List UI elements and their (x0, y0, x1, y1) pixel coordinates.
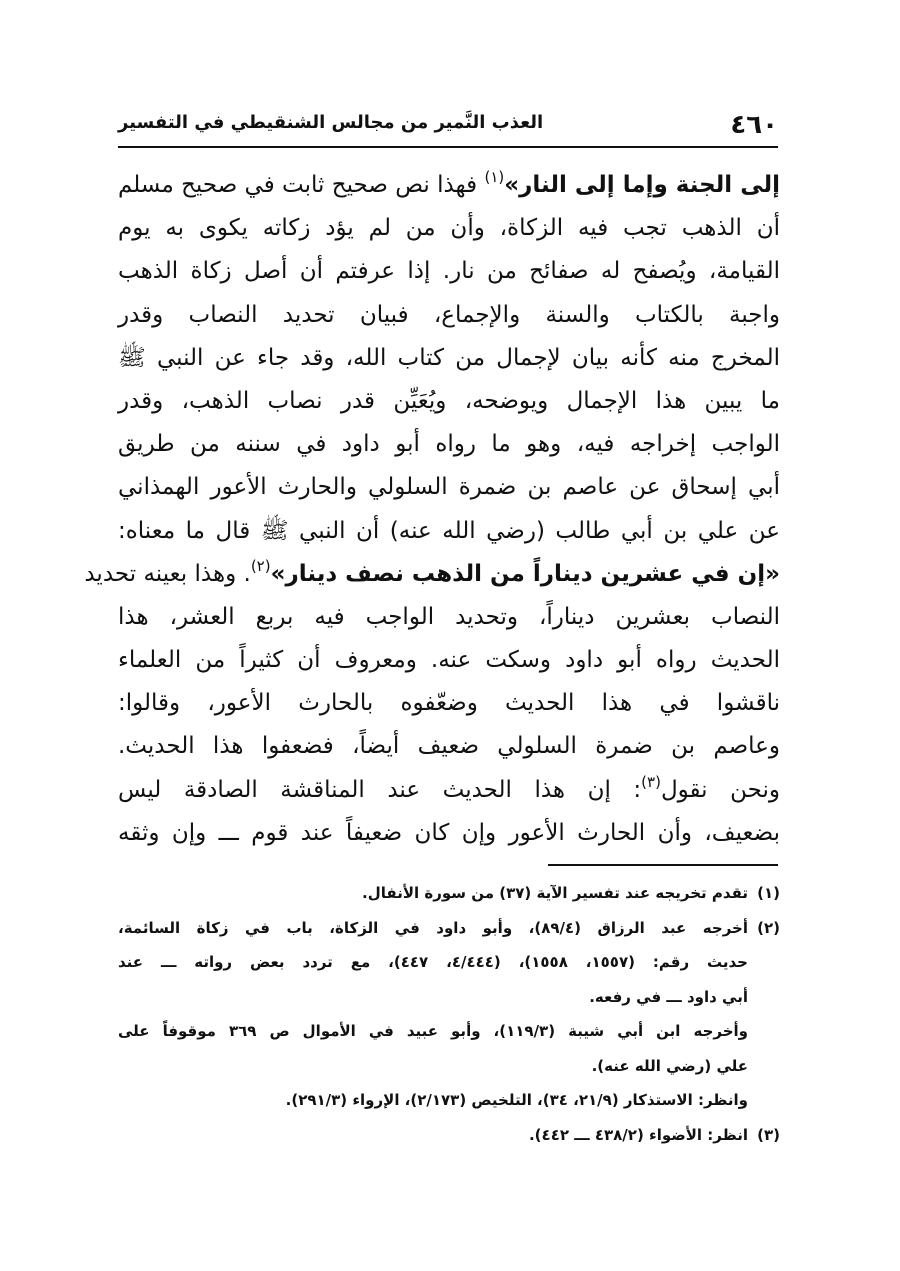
text-segment: . وهذا بعينه تحديد (84, 560, 251, 587)
text-segment: : إن هذا الحديث عند المناقشة الصادقة ليس (118, 776, 642, 803)
text-line: واجبة بالكتاب والسنة والإجماع، فبيان تحديد النصاب وقدر (118, 301, 780, 328)
quoted-hadith: إلى الجنة وإما إلى النار» (504, 172, 780, 198)
text-line: أن الذهب تجب فيه الزكاة، وأن من لم يؤد زكاته يكوى به يوم (118, 215, 780, 242)
text-line (118, 164, 780, 207)
text-segment: فهذا نص صحيح ثابت في صحيح مسلم (118, 172, 485, 198)
footnotes (118, 876, 780, 1152)
footnote-text: تقدم تخريجه عند تفسير الآية (٣٧) من سورة الأنفال. (362, 884, 748, 902)
footnote-text: انظر: الأضواء (٤٣٨/٢ ـــ ٤٤٢). (528, 1125, 748, 1144)
text-line: الواجب إخراجه فيه، وهو ما رواه أبو داود في سننه من طريق (118, 431, 780, 458)
footnote-separator (548, 864, 778, 866)
footnote-text: أخرجه عبد الرزاق (٨٩/٤)، وأبو داود في الزكاة، باب في زكاة السائمة، (118, 918, 748, 937)
footnote-ref: (٣) (641, 772, 661, 791)
footnote-ref: (٢) (250, 556, 271, 575)
main-text (84, 164, 780, 855)
footnote-number: (١) (757, 884, 780, 902)
text-line: أبي إسحاق عن عاصم بن ضمرة السلولي والحارث الأعور الهمذاني (118, 474, 780, 501)
footnote-2-line: علي (رضي الله عنه). (591, 1056, 748, 1075)
footnote-3 (118, 1118, 780, 1153)
footnote-number: (٣) (757, 1125, 780, 1144)
footnote-2-line: أبي داود ـــ في رفعه. (589, 987, 748, 1006)
footnote-number: (٢) (757, 918, 780, 937)
text-line: عن علي بن أبي طالب (رضي الله عنه) أن النبي ﷺ قال ما معناه: (118, 517, 780, 544)
footnote-ref: (١) (484, 168, 505, 186)
text-line: وعاصم بن ضمرة السلولي ضعيف أيضاً، فضعفوا هذا الحديث. (118, 733, 780, 760)
text-line (118, 769, 780, 812)
footnote-1 (118, 876, 780, 911)
text-line: الحديث رواه أبو داود وسكت عنه. ومعروف أن كثيراً من العلماء (118, 647, 780, 674)
page-number: ٤٦٠ (730, 110, 778, 140)
quoted-hadith: «إن في عشرين ديناراً من الذهب نصف دينار» (270, 560, 780, 587)
footnote-2 (118, 911, 780, 946)
text-line: بضعيف، وأن الحارث الأعور وإن كان ضعيفاً عند قوم ـــ وإن وثقه (118, 819, 780, 846)
footnote-2-line: وأخرجه ابن أبي شيبة (١١٩/٣)، وأبو عبيد في الأموال ص ٣٦٩ موقوفاً على (118, 1022, 748, 1040)
text-segment: ونحن نقول (660, 776, 780, 803)
footnote-2-line: وانظر: الاستذكار (٢١/٩، ٣٤)، التلخيص (٢/١٧٣)، الإرواء (٢٩١/٣). (285, 1091, 748, 1109)
text-line: ما يبين هذا الإجمال ويوضحه، ويُعَيِّن قدر نصاب الذهب، وقدر (118, 387, 780, 414)
footnote-2-line: حديث رقم: (١٥٥٧، ١٥٥٨)، (٤/٤٤٤، ٤٤٧)، مع تردد بعض رواته ـــ عند (118, 953, 748, 971)
text-line: المخرج منه كأنه بيان لإجمال من كتاب الله، وقد جاء عن النبي ﷺ (118, 344, 780, 371)
text-line: القيامة، ويُصفح له صفائح من نار. إذا عرفتم أن أصل زكاة الذهب (118, 258, 780, 285)
running-title: العذب النَّمير من مجالس الشنقيطي في التفسير (118, 112, 544, 133)
text-line (84, 553, 780, 596)
text-line: النصاب بعشرين ديناراً، وتحديد الواجب فيه بربع العشر، هذا (118, 603, 780, 630)
page-header (118, 108, 778, 148)
text-line: ناقشوا في هذا الحديث وضعّفوه بالحارث الأعور، وقالوا: (118, 690, 780, 717)
